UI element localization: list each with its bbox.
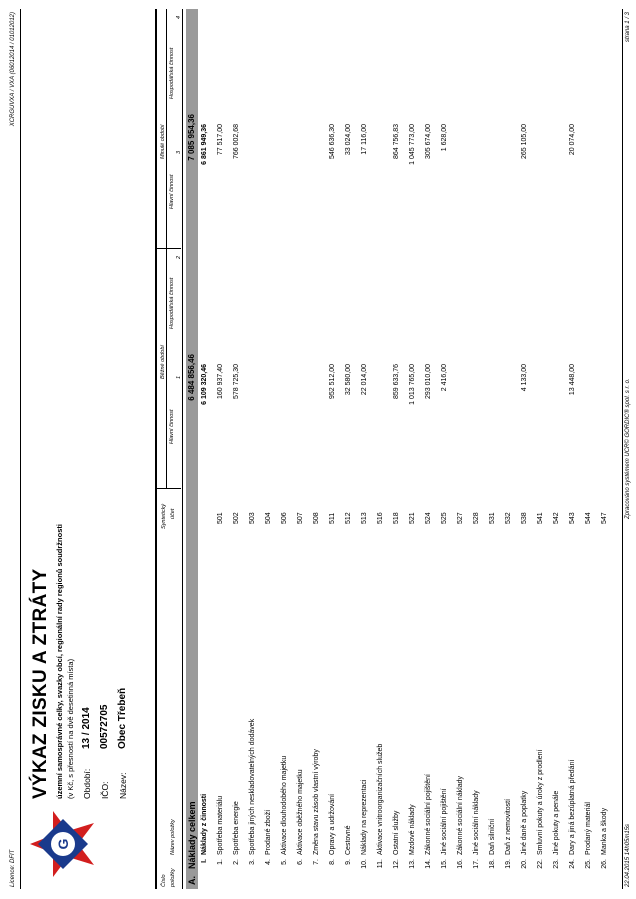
- col-num-4: 4: [176, 15, 182, 19]
- table-row: [280, 0, 291, 899]
- row-account: 528: [473, 512, 480, 524]
- row-number: 19.: [505, 859, 512, 869]
- row-label: Aktivace dlouhodobého majetku: [281, 755, 288, 855]
- row-label: Ostatní služby: [393, 810, 400, 855]
- row-label: Manka a škody: [601, 807, 608, 855]
- col-bh: Hlavní činnost: [169, 409, 175, 444]
- section-mh: 7 085 954,36: [187, 114, 196, 161]
- row-label: Cestovné: [345, 825, 352, 855]
- row-label: Spotřeba jiných neskladovatelných dodávek: [249, 718, 256, 855]
- footer-processed: Zpracováno systémem UCR© GORDIC® spol. s r. o.: [625, 378, 631, 519]
- col-subrule: [166, 9, 167, 489]
- ico-label: IČO:: [100, 781, 110, 799]
- col-polozky: položky: [170, 868, 176, 887]
- section-letter: A.: [187, 876, 197, 885]
- row-label: Aktivace vnitroorganizačních služeb: [377, 743, 384, 855]
- col-divider: [157, 248, 181, 249]
- table-row: [200, 0, 211, 899]
- row-number: 23.: [553, 859, 560, 869]
- table-row: [264, 0, 275, 899]
- row-account: 524: [425, 512, 432, 524]
- row-bezne-hlavni: 293 010,00: [425, 364, 432, 400]
- row-number: 5.: [281, 859, 288, 865]
- row-minule-hlavni: 1 045 773,00: [409, 124, 416, 165]
- svg-text:G: G: [55, 838, 71, 850]
- table-row: [232, 0, 243, 899]
- row-number: 14.: [425, 859, 432, 869]
- row-account: 543: [569, 512, 576, 524]
- row-label: Opravy a udržování: [329, 793, 336, 855]
- row-label: Dary a jiná bezúplatná předání: [569, 759, 576, 855]
- section-bh: 6 484 856,46: [187, 354, 196, 401]
- row-minule-hlavni: 33 024,00: [345, 124, 352, 156]
- row-label: Zákonné sociální náklady: [457, 776, 464, 855]
- col-mh: Hlavní činnost: [169, 174, 175, 209]
- col-cislo: Číslo: [161, 874, 167, 887]
- row-number: 12.: [393, 859, 400, 869]
- row-account: 504: [265, 512, 272, 524]
- row-account: 531: [489, 512, 496, 524]
- table-top-rule: [155, 9, 157, 889]
- row-label: Smluvní pokuty a úroky z prodlení: [537, 749, 544, 855]
- ico-value: 00572705: [99, 704, 110, 749]
- table-row: [408, 0, 419, 899]
- section-band: [186, 9, 198, 889]
- footer-timestamp: 22.04.2015 14h05m15s: [625, 823, 631, 887]
- table-row: [440, 0, 451, 899]
- row-minule-hlavni: 6 861 949,36: [201, 124, 208, 165]
- section-label: Náklady celkem: [187, 801, 197, 869]
- row-account: 527: [457, 512, 464, 524]
- row-number: 2.: [233, 859, 240, 865]
- row-account: 518: [393, 512, 400, 524]
- row-label: Jiné daně a poplatky: [521, 790, 528, 855]
- col-mhs: Hospodářská činnost: [169, 47, 175, 99]
- row-number: 11.: [377, 859, 384, 869]
- table-row: [248, 0, 259, 899]
- col-ucet: účet: [170, 508, 176, 519]
- row-account: 512: [345, 512, 352, 524]
- period-label: Období:: [82, 768, 92, 799]
- row-number: 26.: [601, 859, 608, 869]
- row-number: 4.: [265, 859, 272, 865]
- row-account: 532: [505, 512, 512, 524]
- row-label: Aktivace oběžného majetku: [297, 769, 304, 855]
- table-row: [312, 0, 323, 899]
- period-value: 13 / 2014: [81, 707, 92, 749]
- table-row: [392, 0, 403, 899]
- row-label: Zákonné sociální pojištění: [425, 774, 432, 855]
- row-minule-hlavni: 305 674,00: [425, 124, 432, 160]
- row-number: 20.: [521, 859, 528, 869]
- table-row: [360, 0, 371, 899]
- row-number: 1.: [217, 859, 224, 865]
- row-bezne-hlavni: 32 580,00: [345, 364, 352, 396]
- row-account: 516: [377, 512, 384, 524]
- report-id: XCRGUVXA / VXA (06012014 / 01012012): [10, 12, 16, 127]
- table-row: [472, 0, 483, 899]
- row-account: 525: [441, 512, 448, 524]
- row-label: Daň z nemovitostí: [505, 798, 512, 855]
- row-number: 16.: [457, 859, 464, 869]
- row-minule-hlavni: 766 002,68: [233, 124, 240, 160]
- row-number: 9.: [345, 859, 352, 865]
- row-label: Náklady z činnosti: [201, 793, 208, 855]
- col-num-2: 2: [176, 255, 182, 259]
- table-row: [504, 0, 515, 899]
- row-account: 541: [537, 512, 544, 524]
- row-label: Daň silniční: [489, 818, 496, 855]
- row-number: 24.: [569, 859, 576, 869]
- row-account: 508: [313, 512, 320, 524]
- row-bezne-hlavni: 859 633,76: [393, 364, 400, 400]
- row-label: Prodaný materiál: [585, 802, 592, 855]
- row-account: 511: [329, 512, 336, 524]
- row-minule-hlavni: 864 756,83: [393, 124, 400, 160]
- row-minule-hlavni: 546 636,30: [329, 124, 336, 160]
- row-number: 13.: [409, 859, 416, 869]
- col-synteticky: Syntetický: [161, 503, 167, 529]
- municipality-logo-icon: [28, 809, 98, 879]
- licence: Licence: DFIT: [10, 849, 16, 887]
- table-row: [328, 0, 339, 899]
- row-label: Náklady na reprezentaci: [361, 779, 368, 855]
- table-row: [344, 0, 355, 899]
- row-label: Jiné pokuty a penále: [553, 790, 560, 855]
- table-row: [296, 0, 307, 899]
- table-row: [456, 0, 467, 899]
- row-bezne-hlavni: 2 416,00: [441, 364, 448, 392]
- row-bezne-hlavni: 578 725,30: [233, 364, 240, 400]
- table-row: [216, 0, 227, 899]
- row-account: 513: [361, 512, 368, 524]
- row-minule-hlavni: 265 105,00: [521, 124, 528, 160]
- row-number: 25.: [585, 859, 592, 869]
- table-row: [584, 0, 595, 899]
- row-label: Jiné sociální pojištění: [441, 788, 448, 855]
- row-bezne-hlavni: 1 013 765,00: [409, 364, 416, 405]
- row-bezne-hlavni: 13 448,00: [569, 364, 576, 396]
- row-minule-hlavni: 20 074,00: [569, 124, 576, 156]
- table-row: [424, 0, 435, 899]
- col-num-1: 1: [176, 375, 182, 379]
- row-account: 521: [409, 512, 416, 524]
- units-note: (v Kč, s přesností na dvě desetinná místa): [66, 658, 75, 799]
- row-account: 547: [601, 512, 608, 524]
- row-bezne-hlavni: 4 133,00: [521, 364, 528, 392]
- row-account: 506: [281, 512, 288, 524]
- col-nazev: Název položky: [170, 819, 176, 855]
- row-label: Mzdové náklady: [409, 804, 416, 855]
- row-minule-hlavni: 1 628,00: [441, 124, 448, 152]
- row-minule-hlavni: 77 517,00: [217, 124, 224, 156]
- row-number: 18.: [489, 859, 496, 869]
- row-number: 22.: [537, 859, 544, 869]
- row-account: 542: [553, 512, 560, 524]
- footer-page: strana 1 / 3: [625, 12, 631, 43]
- report-subtitle: územní samosprávné celky, svazky obcí, regionální rady regionů soudržnosti: [55, 524, 64, 799]
- row-label: Spotřeba energie: [233, 801, 240, 855]
- row-bezne-hlavni: 22 014,00: [361, 364, 368, 396]
- row-account: 544: [585, 512, 592, 524]
- row-number: 17.: [473, 859, 480, 869]
- col-minule-obdobi: Minulé období: [160, 124, 166, 159]
- table-row: [488, 0, 499, 899]
- table-row: [520, 0, 531, 899]
- row-label: Jiné sociální náklady: [473, 790, 480, 855]
- row-account: 507: [297, 512, 304, 524]
- row-bezne-hlavni: 6 109 320,46: [201, 364, 208, 405]
- row-account: 503: [249, 512, 256, 524]
- col-divider: [157, 488, 181, 489]
- row-number: 8.: [329, 859, 336, 865]
- col-num-3: 3: [176, 150, 182, 154]
- footer-rule: [622, 9, 623, 889]
- table-header-rule: [182, 9, 183, 889]
- top-rule: [20, 9, 21, 889]
- row-minule-hlavni: 17 116,00: [361, 124, 368, 155]
- row-label: Spotřeba materiálu: [217, 795, 224, 855]
- table-row: [376, 0, 387, 899]
- row-number: 6.: [297, 859, 304, 865]
- row-label: Změna stavu zásob vlastní výroby: [313, 749, 320, 855]
- row-account: 501: [217, 512, 224, 524]
- table-row: [568, 0, 579, 899]
- report-title: VÝKAZ ZISKU A ZTRÁTY: [30, 568, 51, 799]
- col-bezne-obdobi: Běžné období: [160, 345, 166, 379]
- table-row: [600, 0, 611, 899]
- row-number: 3.: [249, 859, 256, 865]
- row-account: 538: [521, 512, 528, 524]
- table-row: [536, 0, 547, 899]
- row-number: 15.: [441, 859, 448, 869]
- row-bezne-hlavni: 160 937,40: [217, 364, 224, 400]
- col-bhs: Hospodářská činnost: [169, 277, 175, 329]
- table-row: [552, 0, 563, 899]
- row-account: 502: [233, 512, 240, 524]
- row-number: 7.: [313, 859, 320, 865]
- row-number: I.: [201, 859, 208, 863]
- row-label: Prodané zboží: [265, 809, 272, 855]
- row-bezne-hlavni: 952 512,00: [329, 364, 336, 400]
- row-number: 10.: [361, 859, 368, 869]
- name-value: Obec Třebeň: [117, 687, 128, 749]
- name-label: Název:: [118, 772, 128, 799]
